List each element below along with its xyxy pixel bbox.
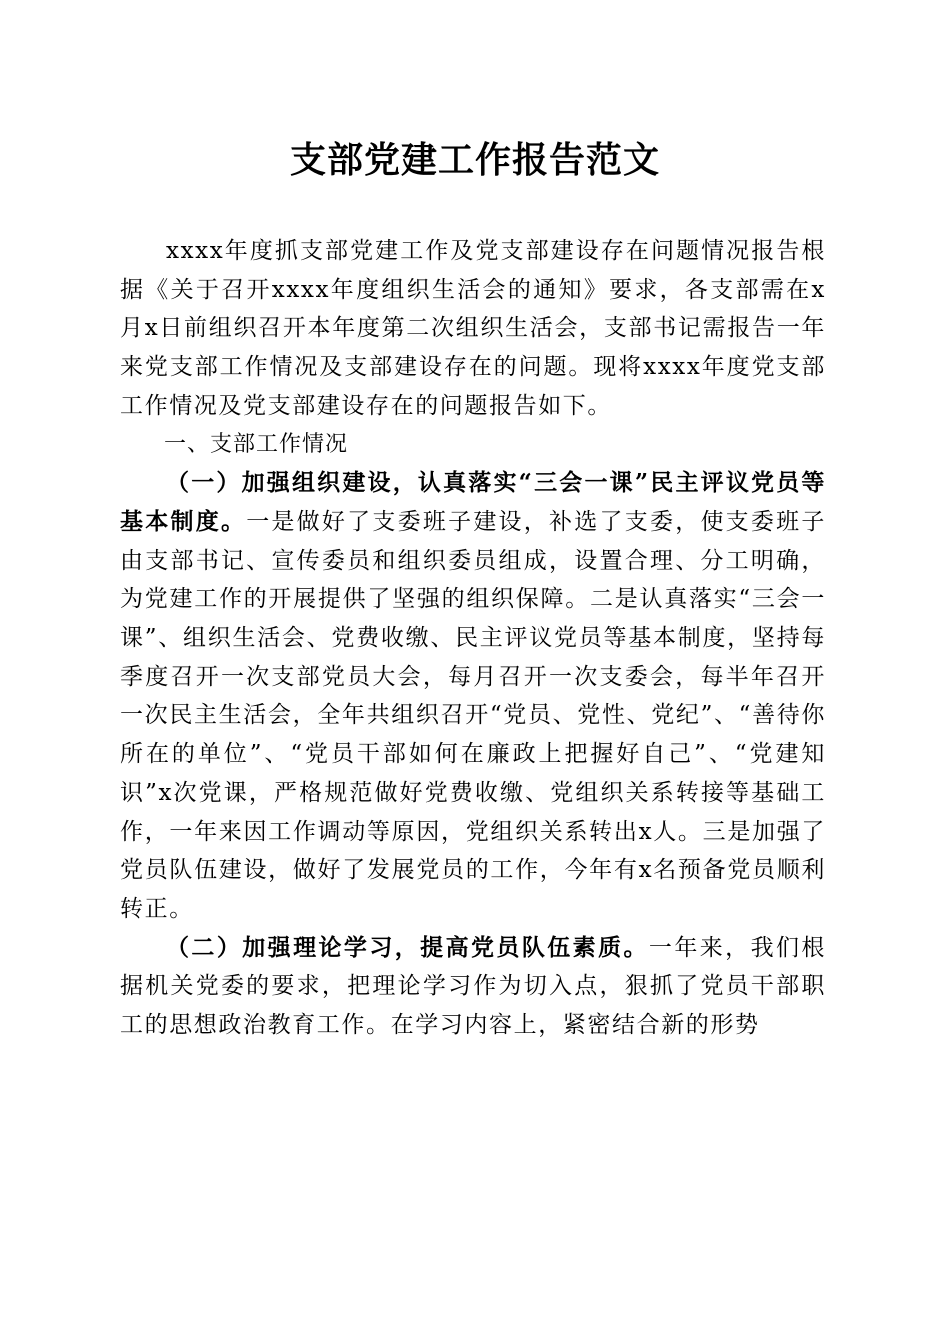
subsection-2-heading: （二）加强理论学习，提高党员队伍素质。 bbox=[166, 933, 649, 961]
subsection-2-body: 一年来，我们根据机关党委的要求，把理论学习作为切入点，狠抓了党员干部职工的思想政治教育工作。在学习内容上，紧密结合新的形势 bbox=[120, 934, 827, 1039]
subsection-1-paragraph bbox=[120, 464, 826, 928]
subsection-2-paragraph bbox=[120, 929, 826, 1045]
section-heading: 一、支部工作情况 bbox=[164, 431, 349, 457]
subsection-1-heading: （一）加强组织建设，认真落实“三会一课”民主评议党员等基本制度。 bbox=[120, 469, 826, 535]
subsection-1-body: 一是做好了支委班子建设，补选了支委，使支委班子由支部书记、宣传委员和组织委员组成，设置合理、分工明确，为党建工作的开展提供了坚强的组织保障。二是认真落实“三会一课”、组织生活会、党费收缴、民主评议党员等基本制度，坚持每季度召开一次支部党员大会，每月召开一次支委会，每半年召开一次民主生活会，全年共组织召开“党员、党性、党纪”、“善待你所在的单位”、“党员干部如何在廉政上把握好自己”、“党建知识”x次党课，严格规范做好党费收缴、党组织关系转接等基础工作，一年来因工作调动等原因，党组织关系转出x人。三是加强了党员队伍建设，做好了发展党员的工作，今年有x名预备党员顺利转正。 bbox=[120, 508, 826, 922]
document-body bbox=[120, 232, 826, 1045]
document-title: 支部党建工作报告范文 bbox=[289, 139, 660, 181]
intro-paragraph: xxxx年度抓支部党建工作及党支部建设存在问题情况报告根据《关于召开xxxx年度组织生活会的通知》要求，各支部需在x月x日前组织召开本年度第二次组织生活会，支部书记需报告一年来党支部工作情况及支部建设存在的问题。现将xxxx年度党支部工作情况及党支部建设存在的问题报告如下。 bbox=[120, 238, 826, 419]
